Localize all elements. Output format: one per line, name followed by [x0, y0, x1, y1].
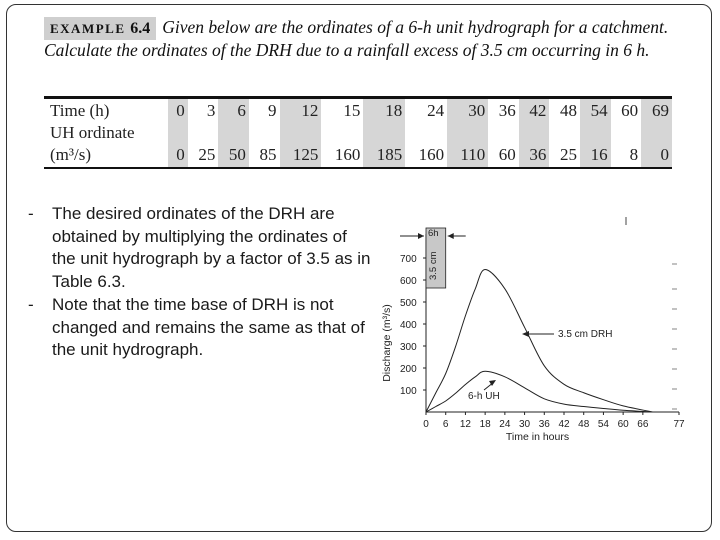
bullet-text: The desired ordinates of the DRH are obtained by multiplying the ordinates of the unit hydrograph by a factor of 3.5 as in Table 6.3. — [52, 204, 371, 292]
x-tick-label: 12 — [459, 419, 471, 430]
uh-cell: 110 — [447, 143, 488, 168]
spacer-cell — [321, 123, 363, 143]
uh-cell: 60 — [498, 145, 516, 164]
bullet-list — [28, 203, 373, 362]
uh-cell: 0 — [168, 143, 187, 168]
uh-cell: 160 — [334, 145, 361, 164]
spacer-cell — [580, 123, 611, 143]
table-row-uh-label — [44, 123, 672, 143]
uh-cell: 185 — [363, 143, 405, 168]
y-tick-label: 700 — [400, 254, 417, 265]
y-tick-label: 200 — [400, 364, 417, 375]
time-cell: 18 — [363, 98, 405, 124]
spacer-cell — [447, 123, 488, 143]
spacer-cell — [641, 123, 672, 143]
y-tick-label: 400 — [400, 320, 417, 331]
example-text: Given below are the ordinates of a 6-h unit hydrograph for a catchment. Calculate the ordinates of the DRH due to a rainfall excess of 3.5 cm occurring in 6 h. — [44, 17, 669, 60]
uh-cell: 50 — [218, 143, 249, 168]
y-axis-title: Discharge (m³/s) — [381, 304, 393, 382]
spacer-cell — [363, 123, 405, 143]
bullet-text: Note that the time base of DRH is not changed and remains the same as that of the unit hydrograph. — [52, 294, 365, 360]
time-cell: 30 — [447, 98, 488, 124]
uh-cell: 160 — [418, 145, 445, 164]
spacer-cell — [519, 123, 550, 143]
time-cell: 48 — [559, 101, 577, 120]
duration-arrowhead-left — [418, 233, 424, 239]
x-tick-label: 60 — [617, 419, 629, 430]
time-cell: 6 — [218, 98, 249, 124]
rain-depth-label: 3.5 cm — [428, 251, 439, 280]
x-tick-label: 18 — [479, 419, 491, 430]
time-cell: 3 — [206, 101, 216, 120]
x-tick-label: 66 — [637, 419, 649, 430]
spacer-cell — [488, 123, 519, 143]
y-tick-label: 300 — [400, 342, 417, 353]
x-tick-label: 0 — [423, 419, 429, 430]
uh-table — [44, 96, 672, 169]
time-cell: 24 — [427, 101, 445, 120]
table-row-time — [44, 98, 672, 124]
time-cell: 42 — [519, 98, 550, 124]
row-label-time: Time (h) — [50, 101, 110, 120]
y-tick-label: 500 — [400, 298, 417, 309]
uh-cell: 85 — [259, 145, 277, 164]
bullet-item — [28, 294, 373, 362]
example-badge-label: EXAMPLE — [50, 21, 126, 36]
example-badge — [44, 17, 156, 40]
spacer-cell — [168, 123, 187, 143]
duration-arrowhead-right — [448, 233, 454, 239]
uh-cell: 25 — [559, 145, 577, 164]
time-cell: 54 — [580, 98, 611, 124]
spacer-cell — [218, 123, 249, 143]
spacer-cell — [611, 123, 642, 143]
bullet-dash: - — [28, 204, 34, 223]
duration-label: 6h — [428, 228, 439, 239]
x-tick-label: 77 — [673, 419, 685, 430]
x-tick-label: 54 — [597, 419, 609, 430]
uh-cell: 16 — [580, 143, 611, 168]
drh-label: 3.5 cm DRH — [558, 329, 613, 340]
x-tick-label: 36 — [538, 419, 550, 430]
drh-curve — [426, 270, 653, 412]
uh-cell: 0 — [641, 143, 672, 168]
time-cell: 12 — [280, 98, 322, 124]
spacer-cell — [249, 123, 280, 143]
time-cell: 36 — [498, 101, 516, 120]
time-cell: 60 — [621, 101, 639, 120]
x-tick-label: 48 — [578, 419, 590, 430]
example-number: 6.4 — [130, 20, 151, 37]
uh-label: 6-h UH — [468, 391, 500, 402]
uh-table-container — [44, 96, 672, 169]
time-cell: 9 — [268, 101, 277, 120]
bullet-dash: - — [28, 294, 34, 314]
uh-cell: 8 — [629, 145, 639, 164]
table-row-uh — [44, 143, 672, 168]
time-cell: 69 — [641, 98, 672, 124]
uh-cell: 125 — [280, 143, 322, 168]
row-label-uh: UH ordinate — [50, 123, 135, 142]
spacer-cell — [280, 123, 322, 143]
time-cell: 15 — [343, 101, 361, 120]
example-statement — [44, 17, 674, 61]
bullet-item — [28, 203, 373, 294]
time-cell: 0 — [168, 98, 187, 124]
drh-arrowhead — [522, 331, 529, 337]
uh-cell: 25 — [198, 145, 216, 164]
x-tick-label: 30 — [519, 419, 531, 430]
y-tick-label: 600 — [400, 276, 417, 287]
x-axis-title: Time in hours — [505, 431, 570, 443]
uh-curve — [426, 371, 653, 412]
hydrograph-chart — [376, 214, 696, 444]
spacer-cell — [405, 123, 447, 143]
x-tick-label: 24 — [499, 419, 511, 430]
x-tick-label: 6 — [442, 419, 449, 430]
y-tick-label: 100 — [400, 386, 417, 397]
spacer-cell — [188, 123, 219, 143]
uh-cell: 36 — [519, 143, 550, 168]
row-label-unit: (m³/s) — [50, 145, 91, 164]
x-tick-label: 42 — [558, 419, 570, 430]
spacer-cell — [549, 123, 580, 143]
